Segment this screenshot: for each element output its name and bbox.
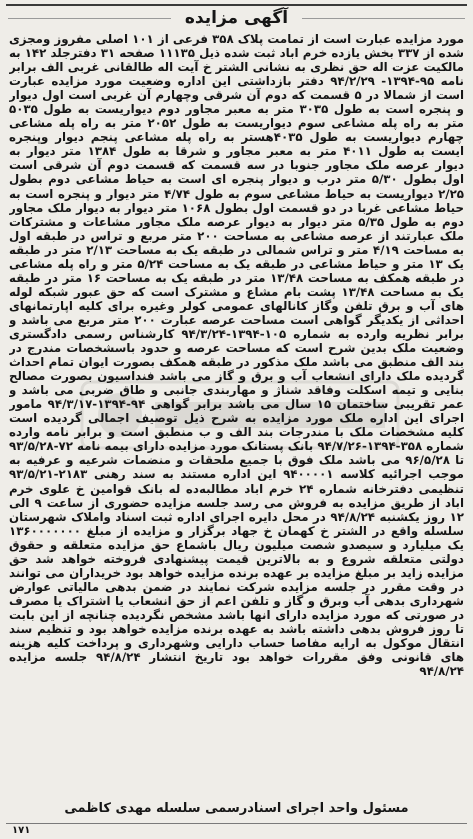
notice-title: آگهی مزایده bbox=[171, 8, 302, 28]
bottom-rule bbox=[6, 823, 467, 824]
title-container bbox=[0, 6, 473, 30]
reference-number: ۱۷۱ bbox=[12, 825, 31, 836]
signature-line: مسئول واحد اجرای اسنادرسمی سلسله مهدی کاظمی bbox=[64, 801, 409, 816]
notice-body bbox=[9, 32, 464, 792]
notice-paragraph: مورد مزایده عبارت است از تمامت پلاک ۳۵۸ فرعی از ۱۰۱ اصلی مفروز ومجزی شده از ۳۳۷ بخش یازده خرم اباد ثبت شده ذیل ۱۱۱۳۵ صفحه ۳۱ دفترجلد ۱۴۲ به مالکیت عزت اله حق نظری به نشانی الشتر خ آیت اله طالقانی غربی الف برابر نامه ۹۵-۱۳۹۴- ۹۴/۲/۲۹ دفتر بازداشتی این اداره وضعیت مورد مزایده عبارت است از شمالا در ۵ قسمت که دوم آن شرقی وچهارم آن غربی است اول دیوار و پنجره است به طول ۳۰۳۵ متر به معبر مجاور دوم دیواریست به طول ۵۰۳۵ متر به راه پله مشاعی سوم دیواریست به طول ۲۰۵۲ متر به راه پله مشاعی چهارم دیواریست به طول ۴۰۳۵هستر به راه پله مشاعی پنجم دیوار وپنجره ایست به طول ۴۰۱۱ متر به معبر مجاور و شرقا به طول ۱۳۸۴ متر دیوار به دیوار عرصه ملک مجاور جنوبا در سه قسمت که قسمت دوم آن شرقی است اول بطول ۵/۳۰ متر درب و دیوار پنجره ای است به حیاط مشاعی دوم بطول ۲/۲۵ دیواریست به حیاط مشاعی سوم به طول ۴/۷۴ متر دیوار و پنجره است به حیاط مشاعی غربا در دو قسمت اول بطول ۱۰۶۸ متر دیوار به دیوار ملک مجاور دوم به طول ۵/۳۵ متر دیوار به دیوار عرصه ملک مجاور مشاعات و مشترکات ملک عبارتند از عرصه مشاعی به مساحت ۲۰۰ متر مربع و تراس در طبقه اول به مساحت ۴/۱۹ متر و تراس شمالی در طبقه یک به مساحت ۲/۱۳ متر در طبقه یک ۱۳ متر و حیاط مشاعی در طبقه یک به مساحت ۵/۲۴ متر و راه پله مشاعی در طبقه همکف به مساحت ۱۳/۴۸ متر در طبقه یک به مساحت ۱۶ متر در طبقه یک به مساحت ۱۳/۴۸ پشت بام مشاع و مشترک است که حق عبور شبکه لوله های آب و برق تلفن وگاز کانالهای عمومی کولر وغیره برای کلیه اپارتمانهای احداثی از یکدیگر گواهی است مساحت عرصه عبارت ۲۰۰ متر مربع می باشد و برابر نظریه وارده به شماره ۱۰۵-۱۳۹۴-۹۴/۳/۲۴ کارشناس رسمی دادگستری وضعیت ملک بدین شرح است که مساحت عرصه و حدود باسشخصات مندرج در بند الف منطبق می باشد ملک مذکور در طبقه همکف بصورت ایوان تمام احداث گردیده ملک دارای انشعاب آب و برق و گاز می باشد فنداسیون بصورت مصالح بنایی و تیمه اسکلت وفاقد شناژ و مهاربندی جانبی و طاق ضربی می باشد و عمر تقریبی ساختمان ۱۵ سال می باشد برابر گواهی ۹۴-۱۳۹۴-۹۴/۳/۱۷ مامور اجرای این اداره ملک مورد مزایده به شرح ذیل توصیف اجمالی گردیده است کلیه مشخصات ملک با مندرجات بند الف و ب منطبق است و برابر نامه وارده شماره ۳۵۸-۱۳۹۴-۹۴/۷/۲۶ بانک پستانک مورد مزایده دارای بیمه نامه ۷۲-۹۳/۵/۲۸ تا ۹۶/۵/۲۸ می باشد ملک فوق با جمیع ملحقات و منضمات شرعیه و عرفیه به موجب اجرائیه کلاسه ۹۴۰۰۰۰۱ این اداره مستند به سند رهنی ۲۱۸۳-۹۳/۵/۲۱ تنظیمی دفترخانه شماره ۲۴ خرم اباد مطالبه‌ده له بانک قوامین خ علوی خرم اباد از طریق مزایده به فروش می رسد جلسه مزایده حضوری از ساعت ۹ الی ۱۲ روز یکشنبه ۹۴/۸/۲۴ در محل دایره اجرای اداره ثبت اسناد واملاک شهرستان سلسله واقع در الشتر خ کهمان خ جهاد برگزار و مزایده از مبلغ ۱۳۶۰۰۰۰۰۰۰ یک میلیارد و سیصدو شصت میلیون ریال باشماع حق مزایده متعلقه و حقوق دولتی متعلقه شروع و به بالاترین قیمت پیشنهادی فروخته خواهد شد حق مزایده زاید بر مبلغ مزایده بر عهده برنده مزایده خواهد بود خریداران می توانند در وقت مقرر در جلسه مزایده شرکت نمایند در ضمن بدهی مالیاتی عوارض شهرداری بدهی آب وبرق و گاز و تلفن اعم از حق انشعاب یا اشتراک یا مصرف در صورتی که مورد مزایده دارای انها باشد مشخص نگردیده چنانچه از این بابت تا روز فروش بدهی داشته باشد به عهده برنده مزایده خواهد بود و تنظیم سند انتقال موکول به ارایه مفاصا حساب دارایی وشهرداری و پرداخت کلیه هزینه های قانونی وفق مقررات خواهد بود تاریخ انتشار ۹۴/۸/۲۴ جلسه مزایده ۹۴/۸/۲۴ bbox=[9, 32, 464, 679]
